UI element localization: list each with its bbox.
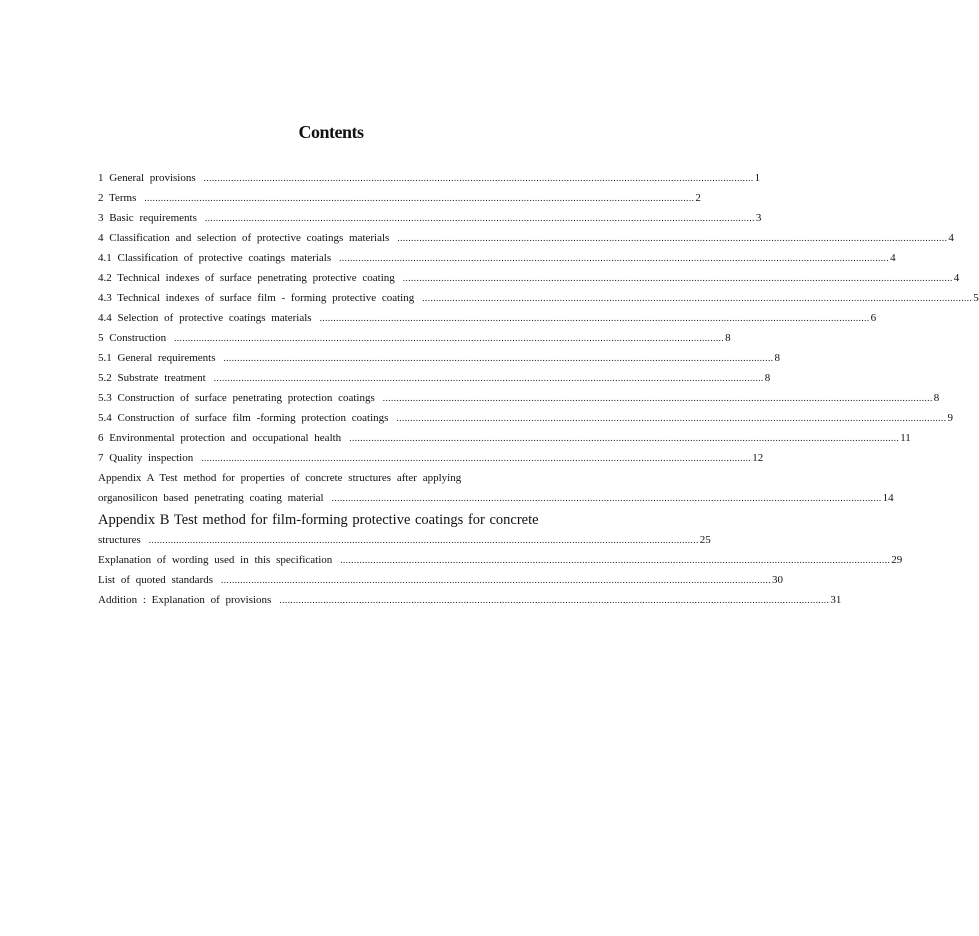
toc-entry-label: 6 Environmental protection and occupational health xyxy=(98,432,342,444)
toc-entry-page: 8 xyxy=(774,352,780,364)
toc-entry-label: 4.3 Technical indexes of surface film - forming protective coating xyxy=(98,292,415,304)
toc-entry[interactable] xyxy=(98,212,762,232)
toc-entry[interactable] xyxy=(98,492,894,512)
toc-entry-page: 2 xyxy=(695,192,701,204)
dot-leader: ........................................................................................................................................................................................................ xyxy=(319,313,870,323)
toc-entry-label: Appendix B Test method for film-forming protective coatings for concrete xyxy=(98,512,539,528)
toc-entry-label: 4.2 Technical indexes of surface penetrating protective coating xyxy=(98,272,395,284)
dot-leader: ........................................................................................................................................................................................................ xyxy=(221,575,772,585)
toc-entry-page: 9 xyxy=(947,412,953,424)
toc-entry-page: 8 xyxy=(725,332,731,344)
toc-entry[interactable] xyxy=(98,594,842,614)
dot-leader: ........................................................................................................................................................................................................ xyxy=(396,413,947,423)
toc-entry[interactable] xyxy=(98,312,877,332)
toc-entry[interactable] xyxy=(98,392,940,412)
toc-entry[interactable] xyxy=(98,272,960,292)
toc-entry-label: 5.2 Substrate treatment xyxy=(98,372,206,384)
toc-entry-page: 1 xyxy=(754,172,761,184)
toc-entry-page: 4 xyxy=(948,232,954,244)
toc-entry-label: 4 Classification and selection of protective coatings materials xyxy=(98,232,390,244)
dot-leader: ........................................................................................................................................................................................................ xyxy=(382,393,933,403)
dot-leader: ........................................................................................................................................................................................................ xyxy=(340,555,891,565)
dot-leader: ........................................................................................................................................................................................................ xyxy=(402,273,953,283)
toc-entry-label: Addition : Explanation of provisions xyxy=(98,594,272,606)
dot-leader: ........................................................................................................................................................................................................ xyxy=(339,253,890,263)
toc-entry-page: 11 xyxy=(900,432,911,444)
dot-leader: ........................................................................................................................................................................................................ xyxy=(349,433,900,443)
toc-entry[interactable] xyxy=(98,292,979,312)
toc-entry-label: organosilicon based penetrating coating material xyxy=(98,492,324,504)
dot-leader: ........................................................................................................................................................................................................ xyxy=(422,293,973,303)
toc-entry-label: 4.1 Classification of protective coatings materials xyxy=(98,252,332,264)
toc-entry-page: 30 xyxy=(772,574,784,586)
toc-entry-page: 8 xyxy=(764,372,771,384)
toc-entry[interactable] xyxy=(98,372,771,392)
toc-entry-wrapped[interactable] xyxy=(98,472,572,492)
toc-entry-label: 2 Terms xyxy=(98,192,137,204)
dot-leader: ........................................................................................................................................................................................................ xyxy=(174,333,725,343)
toc-entry-label: List of quoted standards xyxy=(98,574,214,586)
toc-entry[interactable] xyxy=(98,412,953,432)
toc-entry-page: 4 xyxy=(953,272,960,284)
toc-entry-page: 5 xyxy=(973,292,979,304)
toc-entry[interactable] xyxy=(98,534,711,554)
table-of-contents xyxy=(98,172,979,614)
toc-entry-label: 5.4 Construction of surface film -forming protection coatings xyxy=(98,412,389,424)
toc-entry-label: structures xyxy=(98,534,141,546)
dot-leader: ........................................................................................................................................................................................................ xyxy=(397,233,948,243)
toc-entry-page: 31 xyxy=(830,594,842,606)
toc-entry[interactable] xyxy=(98,452,764,472)
dot-leader: ........................................................................................................................................................................................................ xyxy=(203,173,754,183)
toc-entry-page: 6 xyxy=(870,312,877,324)
dot-leader: ........................................................................................................................................................................................................ xyxy=(204,213,755,223)
toc-entry[interactable] xyxy=(98,192,701,212)
toc-entry[interactable] xyxy=(98,574,784,594)
toc-entry-label: 1 General provisions xyxy=(98,172,196,184)
dot-leader: ........................................................................................................................................................................................................ xyxy=(213,373,764,383)
dot-leader: ........................................................................................................................................................................................................ xyxy=(279,595,830,605)
toc-entry[interactable] xyxy=(98,352,780,372)
dot-leader: ........................................................................................................................................................................................................ xyxy=(223,353,774,363)
toc-entry[interactable] xyxy=(98,332,731,352)
toc-entry-label: Appendix A Test method for properties of concrete structures after applying xyxy=(98,472,462,484)
toc-entry-page: 12 xyxy=(752,452,764,464)
toc-entry-page: 25 xyxy=(699,534,711,546)
toc-entry[interactable] xyxy=(98,172,761,192)
toc-entry-label: 5.3 Construction of surface penetrating protection coatings xyxy=(98,392,375,404)
toc-entry[interactable] xyxy=(98,432,911,452)
toc-entry[interactable] xyxy=(98,554,903,574)
toc-entry-page: 4 xyxy=(890,252,896,264)
toc-entry-label: 7 Quality inspection xyxy=(98,452,194,464)
toc-entry-label: 5 Construction xyxy=(98,332,167,344)
toc-entry-page: 3 xyxy=(755,212,762,224)
toc-entry-label: 4.4 Selection of protective coatings materials xyxy=(98,312,312,324)
toc-entry-label: 5.1 General requirements xyxy=(98,352,216,364)
toc-entry-page: 8 xyxy=(933,392,940,404)
dot-leader: ........................................................................................................................................................................................................ xyxy=(148,535,699,545)
page-title: Contents xyxy=(298,122,364,142)
toc-entry[interactable] xyxy=(98,252,896,272)
toc-entry-page: 29 xyxy=(891,554,903,566)
toc-entry-page: 14 xyxy=(882,492,894,504)
toc-entry-label: Explanation of wording used in this specification xyxy=(98,554,333,566)
dot-leader: ........................................................................................................................................................................................................ xyxy=(201,453,752,463)
toc-entry-label: 3 Basic requirements xyxy=(98,212,197,224)
dot-leader: ........................................................................................................................................................................................................ xyxy=(144,193,695,203)
dot-leader: ........................................................................................................................................................................................................ xyxy=(331,493,882,503)
toc-entry[interactable] xyxy=(98,232,954,252)
toc-entry-wrapped[interactable] xyxy=(98,512,572,534)
